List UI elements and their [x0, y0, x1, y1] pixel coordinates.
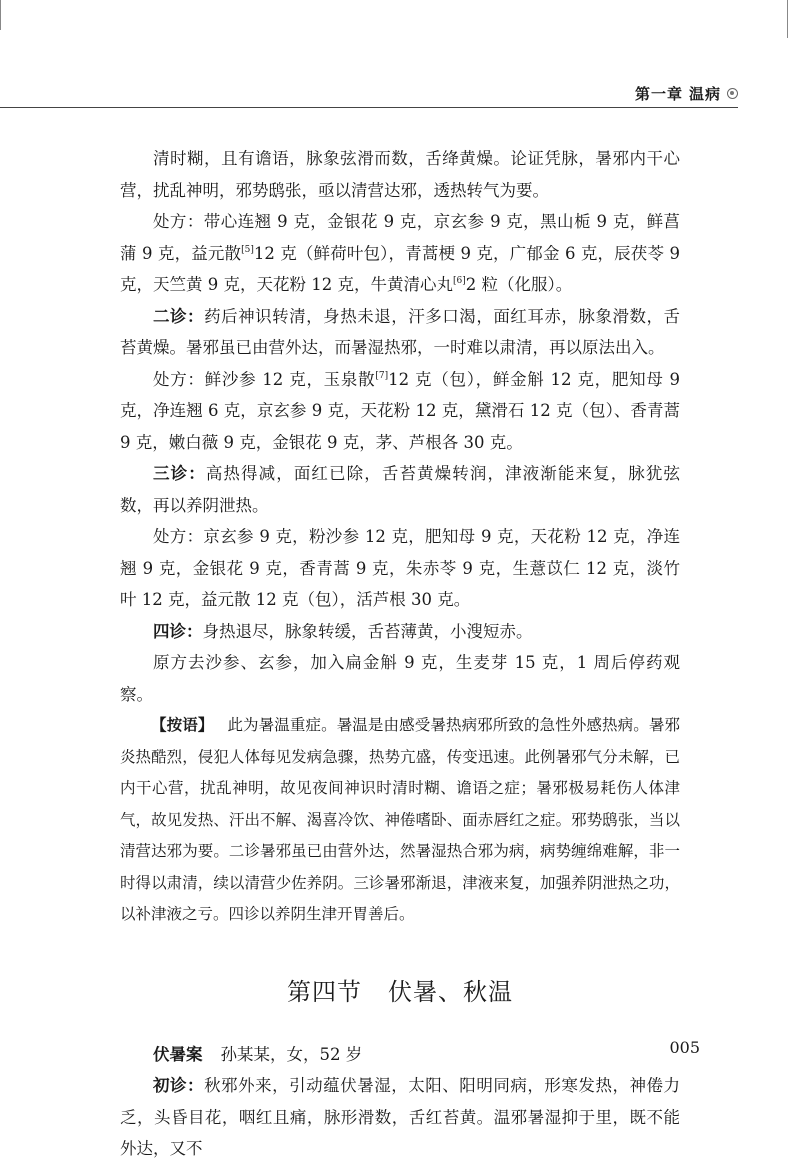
case-title: [120, 1039, 680, 1071]
paragraphs: [120, 143, 680, 710]
first-visit-text: 秋邪外来，引动蕴伏暑湿，太阳、阳明同病，形寒发热，神倦力乏，头昏目花，咽红且痛，脉形滑数，舌红苔黄。温邪暑湿抑于里，既不能外达，又不: [120, 1076, 681, 1158]
main-text: [120, 143, 680, 1165]
paragraph-text: 处方：京玄参 9 克，粉沙参 12 克，肥知母 9 克，天花粉 12 克，净连翘 9 克，金银花 9 克，香青蒿 9 克，朱赤苓 9 克，生薏苡仁 12 克，淡竹叶 12 克，益元散 12 克（包），活芦根 30 克。: [120, 527, 680, 609]
commentary-text: 此为暑温重症。暑温是由感受暑热病邪所致的急性外感热病。暑邪炎热酷烈，侵犯人体每见发病急骤，热势亢盛，传变迅速。此例暑邪气分未解，已内干心营，扰乱神明，故见夜间神识时清时糊、谵语之症；暑邪极易耗伤人体津气，故见发热、汗出不解、渴喜冷饮、神倦嗜卧、面赤唇红之症。邪势鸱张，当以清营达邪为要。二诊暑邪虽已由营外达，然暑湿热合邪为病，病势缠绵难解，非一时得以肃清，续以清营少佐养阴。三诊暑邪渐退，津液来复，加强养阴泄热之功，以补津液之亏。四诊以养阴生津开胃善后。: [120, 716, 680, 923]
crop-mark-right: [787, 0, 788, 38]
chapter-number: 第一章: [634, 85, 683, 103]
body-paragraph: [120, 143, 680, 206]
visit-label: 二诊：: [153, 306, 205, 326]
footnote-ref: [6]: [452, 276, 466, 286]
paragraph-text: 身热退尽，脉象转缓，舌苔薄黄，小溲短赤。: [202, 621, 533, 641]
paragraph-text: 处方：鲜沙参 12 克，玉泉散: [153, 369, 376, 389]
paragraph-text: 2 粒（化服）。: [465, 275, 573, 294]
bullet-circle-icon: [727, 88, 738, 99]
case-patient: 孙某某，女，52 岁: [220, 1044, 363, 1064]
section-heading: [120, 971, 680, 1013]
header-rule: [0, 107, 738, 108]
paragraph-text: 高热得减，面红已除，舌苔黄燥转润，津液渐能来复，脉犹弦数，再以养阴泄热。: [120, 464, 681, 515]
first-visit-paragraph: [120, 1070, 680, 1165]
body-paragraph: [120, 301, 680, 364]
paragraph-text: 清时糊，且有谵语，脉象弦滑而数，舌绛黄燥。论证凭脉，暑邪内干心营，扰乱神明，邪势鸱张，亟以清营达邪，透热转气为要。: [120, 149, 680, 200]
body-paragraph: [120, 616, 680, 648]
first-visit-label: 初诊：: [153, 1076, 205, 1095]
body-paragraph: [120, 458, 680, 521]
commentary-label: 【按语】: [151, 716, 214, 734]
visit-label: 四诊：: [153, 621, 203, 641]
paragraph-text: 处方：带心连翘 9 克，金银花 9 克，京玄参 9 克，黑山栀 9 克，鲜菖蒲 9 克，益元散: [120, 212, 680, 263]
running-head: [635, 83, 738, 104]
case-label: 伏暑案: [153, 1044, 203, 1064]
body-paragraph: [120, 206, 680, 301]
commentary-paragraph: [120, 710, 680, 931]
paragraph-text: 原方去沙参、玄参，加入扁金斛 9 克，生麦芽 15 克，1 周后停药观察。: [120, 653, 680, 704]
section-title: 伏暑、秋温: [388, 977, 513, 1006]
page-number: 005: [669, 1038, 700, 1057]
crop-mark-left: [0, 0, 1, 30]
section-number: 第四节: [287, 977, 362, 1006]
paragraph-text: 药后神识转清，身热未退，汗多口渴，面红耳赤，脉象滑数，舌苔黄燥。暑邪虽已由营外达，而暑湿热邪，一时难以肃清，再以原法出入。: [120, 306, 681, 357]
visit-label: 三诊：: [153, 464, 206, 483]
chapter-title: 温病: [688, 85, 721, 103]
body-paragraph: [120, 647, 680, 710]
footnote-ref: [7]: [375, 370, 389, 381]
body-paragraph: [120, 364, 680, 459]
paragraph-text: 12 克（鲜荷叶包），青蒿梗 9 克，广郁金 6 克，辰茯苓 9 克，天竺黄 9 克，天花粉 12 克，牛黄清心丸: [120, 243, 680, 294]
paragraph-text: 12 克（包），鲜金斛 12 克，肥知母 9 克，净连翘 6 克，京玄参 9 克，天花粉 12 克，黛滑石 12 克（包）、香青蒿 9 克，嫩白薇 9 克，金银花 9 克，茅、芦根各 30 克。: [120, 369, 680, 452]
footnote-ref: [5]: [241, 244, 254, 255]
body-paragraph: [120, 521, 680, 616]
